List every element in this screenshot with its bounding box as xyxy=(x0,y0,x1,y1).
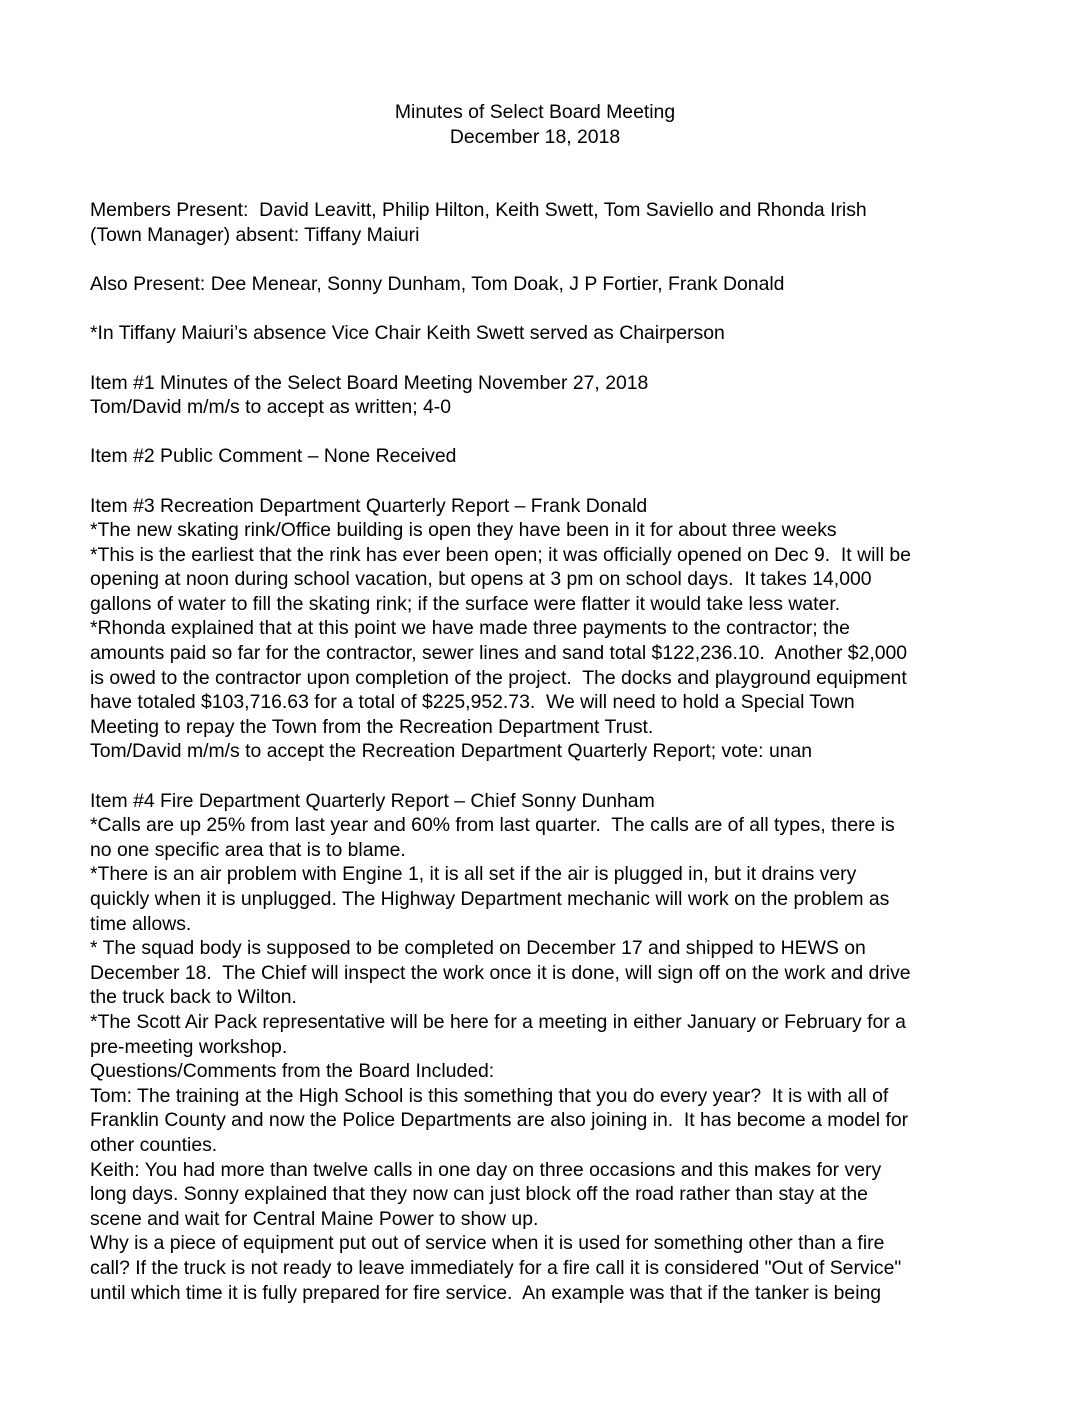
item2-heading: Item #2 Public Comment – None Received xyxy=(90,445,457,468)
item4-line: other counties. xyxy=(90,1133,218,1156)
item3-line: is owed to the contractor upon completion of the project. The docks and playground equipment xyxy=(90,666,907,689)
item4-line: quickly when it is unplugged. The Highway Department mechanic will work on the problem as xyxy=(90,888,890,910)
item4-heading: Item #4 Fire Department Quarterly Report – Chief Sonny Dunham xyxy=(90,789,655,812)
item4-line: until which time it is fully prepared for fire service. An example was that if the tanker is being xyxy=(90,1281,882,1304)
item4-line: time allows. xyxy=(90,912,192,935)
members-present-line-1: Members Present: David Leavitt, Philip Hilton, Keith Swett, Tom Saviello and Rhonda Irish xyxy=(90,199,867,222)
also-present: Also Present: Dee Menear, Sonny Dunham, Tom Doak, J P Fortier, Frank Donald xyxy=(90,273,785,296)
item4-line: long days. Sonny explained that they now can just block off the road rather than stay at the xyxy=(90,1183,868,1206)
item4-line: Franklin County and now the Police Departments are also joining in. It has become a model for xyxy=(90,1109,909,1132)
item3-line: *Rhonda explained that at this point we have made three payments to the contractor; the xyxy=(90,617,850,640)
item4-line: scene and wait for Central Maine Power to show up. xyxy=(90,1207,539,1230)
item4-line: the truck back to Wilton. xyxy=(90,986,297,1009)
item4-questions-heading: Questions/Comments from the Board Included: xyxy=(90,1060,495,1083)
item3-line: gallons of water to fill the skating rink; if the surface were flatter it would take less water. xyxy=(90,592,841,615)
item4-line: Why is a piece of equipment put out of service when it is used for something other than a fire xyxy=(90,1232,885,1255)
item3-motion: Tom/David m/m/s to accept the Recreation Department Quarterly Report; vote: unan xyxy=(90,740,813,763)
item3-heading: Item #3 Recreation Department Quarterly Report – Frank Donald xyxy=(90,494,648,517)
document-title: Minutes of Select Board Meeting xyxy=(394,101,676,123)
item3-line: have totaled $103,716.63 for a total of $225,952.73. We will need to hold a Special Town xyxy=(90,691,855,714)
item4-line: *There is an air problem with Engine 1, it is all set if the air is plugged in, but it drains very xyxy=(90,863,857,886)
item4-line: *The Scott Air Pack representative will be here for a meeting in either January or February for a xyxy=(90,1010,906,1033)
item3-line: Meeting to repay the Town from the Recreation Department Trust. xyxy=(90,715,654,738)
item4-line: * The squad body is supposed to be completed on December 17 and shipped to HEWS on xyxy=(90,937,866,960)
item4-line: Tom: The training at the High School is this something that you do every year? It is with all of xyxy=(90,1084,889,1107)
item3-line: *The new skating rink/Office building is open they have been in it for about three weeks xyxy=(90,519,837,542)
chair-note: *In Tiffany Maiuri’s absence Vice Chair Keith Swett served as Chairperson xyxy=(90,322,725,345)
item4-line: no one specific area that is to blame. xyxy=(90,838,406,861)
meeting-date: December 18, 2018 xyxy=(449,125,621,148)
item3-line: amounts paid so far for the contractor, sewer lines and sand total $122,236.10. Another $2,000 xyxy=(90,642,908,665)
members-present-line-2: (Town Manager) absent: Tiffany Maiuri xyxy=(90,223,420,246)
item1-motion: Tom/David m/m/s to accept as written; 4-0 xyxy=(90,396,451,419)
item4-line: December 18. The Chief will inspect the work once it is done, will sign off on the work and drive xyxy=(90,961,911,984)
item4-line: Keith: You had more than twelve calls in one day on three occasions and this makes for very xyxy=(90,1158,882,1181)
item3-line: *This is the earliest that the rink has ever been open; it was officially opened on Dec 9. It will be xyxy=(90,543,911,566)
item4-line: *Calls are up 25% from last year and 60% from last quarter. The calls are of all types, there is xyxy=(90,814,895,837)
item4-line: pre-meeting workshop. xyxy=(90,1035,288,1058)
document-page xyxy=(90,100,980,1305)
item3-line: opening at noon during school vacation, but opens at 3 pm on school days. It takes 14,000 xyxy=(90,568,872,591)
item1-heading: Item #1 Minutes of the Select Board Meeting November 27, 2018 xyxy=(90,371,649,394)
item4-line: call? If the truck is not ready to leave immediately for a fire call it is considered "Out of Service" xyxy=(90,1256,902,1279)
